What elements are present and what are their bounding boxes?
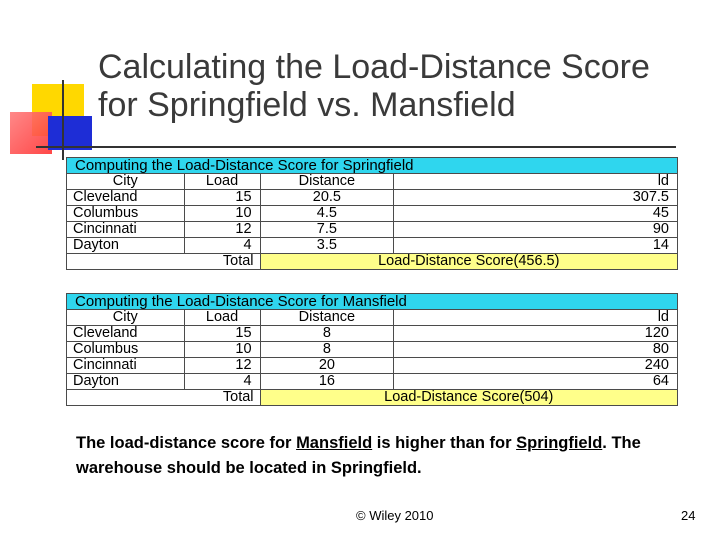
load-distance-score: Load-Distance Score(456.5)	[260, 254, 677, 270]
header-load: Load	[184, 174, 260, 190]
cell-load: 4	[184, 374, 260, 390]
cell-city: Columbus	[67, 342, 185, 358]
page-number: 24	[681, 508, 696, 523]
table-row	[67, 238, 678, 254]
header-city: City	[67, 174, 185, 190]
cell-ld: 80	[394, 342, 678, 358]
cell-load: 10	[184, 342, 260, 358]
cell-city: Cincinnati	[67, 222, 185, 238]
table-row	[67, 326, 678, 342]
paragraph-text: . The warehouse should be located in Springfield.	[76, 434, 641, 477]
slide-title	[98, 48, 698, 124]
mansfield-table	[66, 293, 678, 406]
cell-distance: 8	[260, 342, 394, 358]
header-load: Load	[184, 310, 260, 326]
cell-distance: 8	[260, 326, 394, 342]
table-header-row	[67, 174, 678, 190]
table-row	[67, 358, 678, 374]
cell-city: Columbus	[67, 206, 185, 222]
table-header-row	[67, 310, 678, 326]
cell-load: 4	[184, 238, 260, 254]
header-ld: ld	[394, 174, 678, 190]
cell-city: Cleveland	[67, 190, 185, 206]
cell-city: Cincinnati	[67, 358, 185, 374]
cell-load: 15	[184, 326, 260, 342]
table-row	[67, 222, 678, 238]
header-distance: Distance	[260, 310, 394, 326]
cell-ld: 90	[394, 222, 678, 238]
cell-distance: 20.5	[260, 190, 394, 206]
cell-load: 15	[184, 190, 260, 206]
header-city: City	[67, 310, 185, 326]
slide-title-line2: for Springfield vs. Mansfield	[98, 86, 516, 124]
cell-load: 12	[184, 358, 260, 374]
cell-ld: 120	[394, 326, 678, 342]
table-row	[67, 190, 678, 206]
total-row	[67, 254, 678, 270]
slide-title-line1: Calculating the Load-Distance Score	[98, 48, 650, 86]
copyright-footer: © Wiley 2010	[356, 508, 434, 523]
header-ld: ld	[394, 310, 678, 326]
springfield-table	[66, 157, 678, 270]
total-row	[67, 390, 678, 406]
decor-horizontal-line	[36, 146, 676, 148]
cell-load: 10	[184, 206, 260, 222]
table-row	[67, 206, 678, 222]
cell-distance: 7.5	[260, 222, 394, 238]
cell-distance: 16	[260, 374, 394, 390]
decor-vertical-line	[62, 80, 64, 160]
header-distance: Distance	[260, 174, 394, 190]
cell-ld: 14	[394, 238, 678, 254]
cell-distance: 3.5	[260, 238, 394, 254]
cell-ld: 64	[394, 374, 678, 390]
paragraph-text: is higher than for	[372, 434, 517, 452]
cell-ld: 307.5	[394, 190, 678, 206]
table-row	[67, 374, 678, 390]
table-caption: Computing the Load-Distance Score for Mansfield	[67, 294, 678, 310]
total-label: Total	[67, 390, 261, 406]
cell-city: Dayton	[67, 374, 185, 390]
cell-distance: 4.5	[260, 206, 394, 222]
paragraph-text: The load-distance score for	[76, 434, 297, 452]
cell-distance: 20	[260, 358, 394, 374]
cell-ld: 240	[394, 358, 678, 374]
total-label: Total	[67, 254, 261, 270]
table-caption: Computing the Load-Distance Score for Springfield	[67, 158, 678, 174]
decor-blue-square	[48, 116, 92, 150]
mansfield-underlined: Mansfield	[296, 434, 373, 452]
cell-load: 12	[184, 222, 260, 238]
table-row	[67, 342, 678, 358]
cell-city: Dayton	[67, 238, 185, 254]
load-distance-score: Load-Distance Score(504)	[260, 390, 677, 406]
cell-city: Cleveland	[67, 326, 185, 342]
conclusion-paragraph	[76, 431, 696, 481]
cell-ld: 45	[394, 206, 678, 222]
springfield-underlined: Springfield	[516, 434, 603, 452]
